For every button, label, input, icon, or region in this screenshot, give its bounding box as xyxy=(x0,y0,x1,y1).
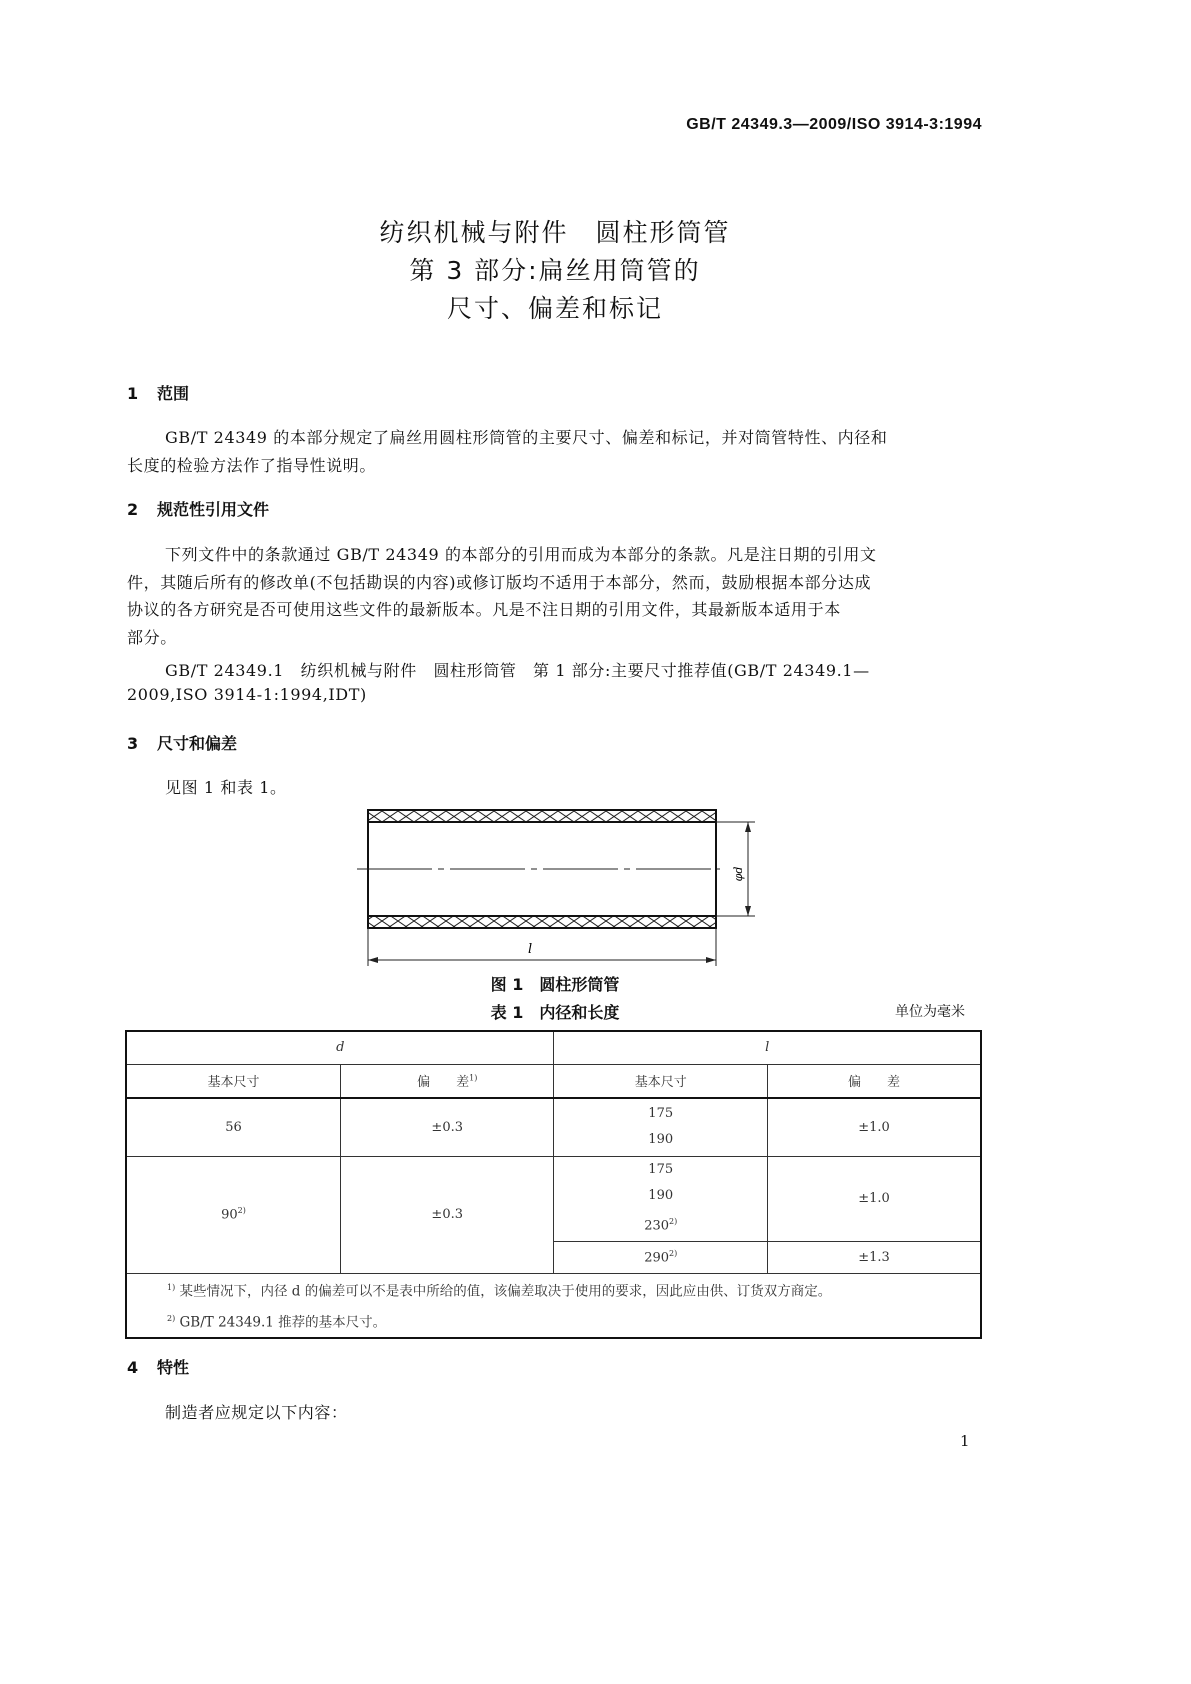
section-2-heading: 2 规范性引用文件 xyxy=(127,500,270,519)
standard-number: GB/T 24349.3—2009/ISO 3914-3:1994 xyxy=(686,116,982,133)
table-row: 90$^{2)}$ ±0.3 175 190 230$^{2)}$ ±1.0 xyxy=(126,1156,981,1241)
section-3-heading: 3 尺寸和偏差 xyxy=(127,734,238,753)
table-row: 290$^{2)}$ ±1.3 xyxy=(126,1241,981,1273)
reference: 2009,ISO 3914-1:1994,IDT) xyxy=(127,685,367,704)
length-label: l xyxy=(528,942,533,957)
footnote-1: $^{1)}$ 某些情况下，内径 d 的偏差可以不是表中所给的值，该偏差取决于使用的要求，因此应由供、订货双方商定。 xyxy=(167,1282,832,1299)
diameter-label: φd xyxy=(732,866,745,882)
title-line-1: 纺织机械与附件 圆柱形筒管 xyxy=(379,218,731,247)
figure-caption: 图 1 圆柱形筒管 xyxy=(490,975,620,994)
tube-wall-bottom xyxy=(368,916,716,928)
tube-figure xyxy=(350,800,770,970)
table-row: 56 ±0.3 175 190 ±1.0 xyxy=(126,1098,981,1156)
table-footnotes xyxy=(126,1273,981,1338)
group-header-d: d xyxy=(126,1031,554,1064)
paragraph: GB/T 24349 的本部分规定了扁丝用圆柱形筒管的主要尺寸、偏差和标记，并对筒管特性、内径和 xyxy=(165,428,888,447)
tube-wall-top xyxy=(368,810,716,822)
paragraph: 长度的检验方法作了指导性说明。 xyxy=(127,456,377,475)
section-4-heading: 4 特性 xyxy=(127,1358,190,1377)
paragraph: 下列文件中的条款通过 GB/T 24349 的本部分的引用而成为本部分的条款。凡是注日期的引用文 xyxy=(165,545,877,564)
unit-note: 单位为毫米 xyxy=(895,1004,965,1020)
header-d-tol: 偏 差$^{1)}$ xyxy=(340,1064,554,1098)
footnote-2: $^{2)}$ GB/T 24349.1 推荐的基本尺寸。 xyxy=(167,1314,387,1331)
section-1-heading: 1 范围 xyxy=(127,384,190,403)
paragraph: 制造者应规定以下内容： xyxy=(165,1403,348,1422)
header-l-tol: 偏 差 xyxy=(767,1064,981,1098)
table-caption: 表 1 内径和长度 xyxy=(490,1003,620,1022)
paragraph: 见图 1 和表 1。 xyxy=(165,778,287,797)
reference: GB/T 24349.1 纺织机械与附件 圆柱形筒管 第 1 部分:主要尺寸推荐值(GB/T 24349.1— xyxy=(165,661,870,680)
paragraph: 协议的各方研究是否可使用这些文件的最新版本。凡是不注日期的引用文件，其最新版本适用于本 xyxy=(127,600,841,619)
title-line-3: 尺寸、偏差和标记 xyxy=(446,294,663,323)
group-header-l: l xyxy=(554,1031,981,1064)
page-number: 1 xyxy=(960,1432,970,1450)
header-d-basic: 基本尺寸 xyxy=(126,1064,340,1098)
dimensions-table xyxy=(125,1030,982,1339)
header-l-basic: 基本尺寸 xyxy=(554,1064,767,1098)
title-line-2: 第 3 部分:扁丝用筒管的 xyxy=(409,256,701,285)
paragraph: 件，其随后所有的修改单(不包括勘误的内容)或修订版均不适用于本部分，然而，鼓励根据本部分达成 xyxy=(127,573,872,592)
paragraph: 部分。 xyxy=(127,628,177,647)
